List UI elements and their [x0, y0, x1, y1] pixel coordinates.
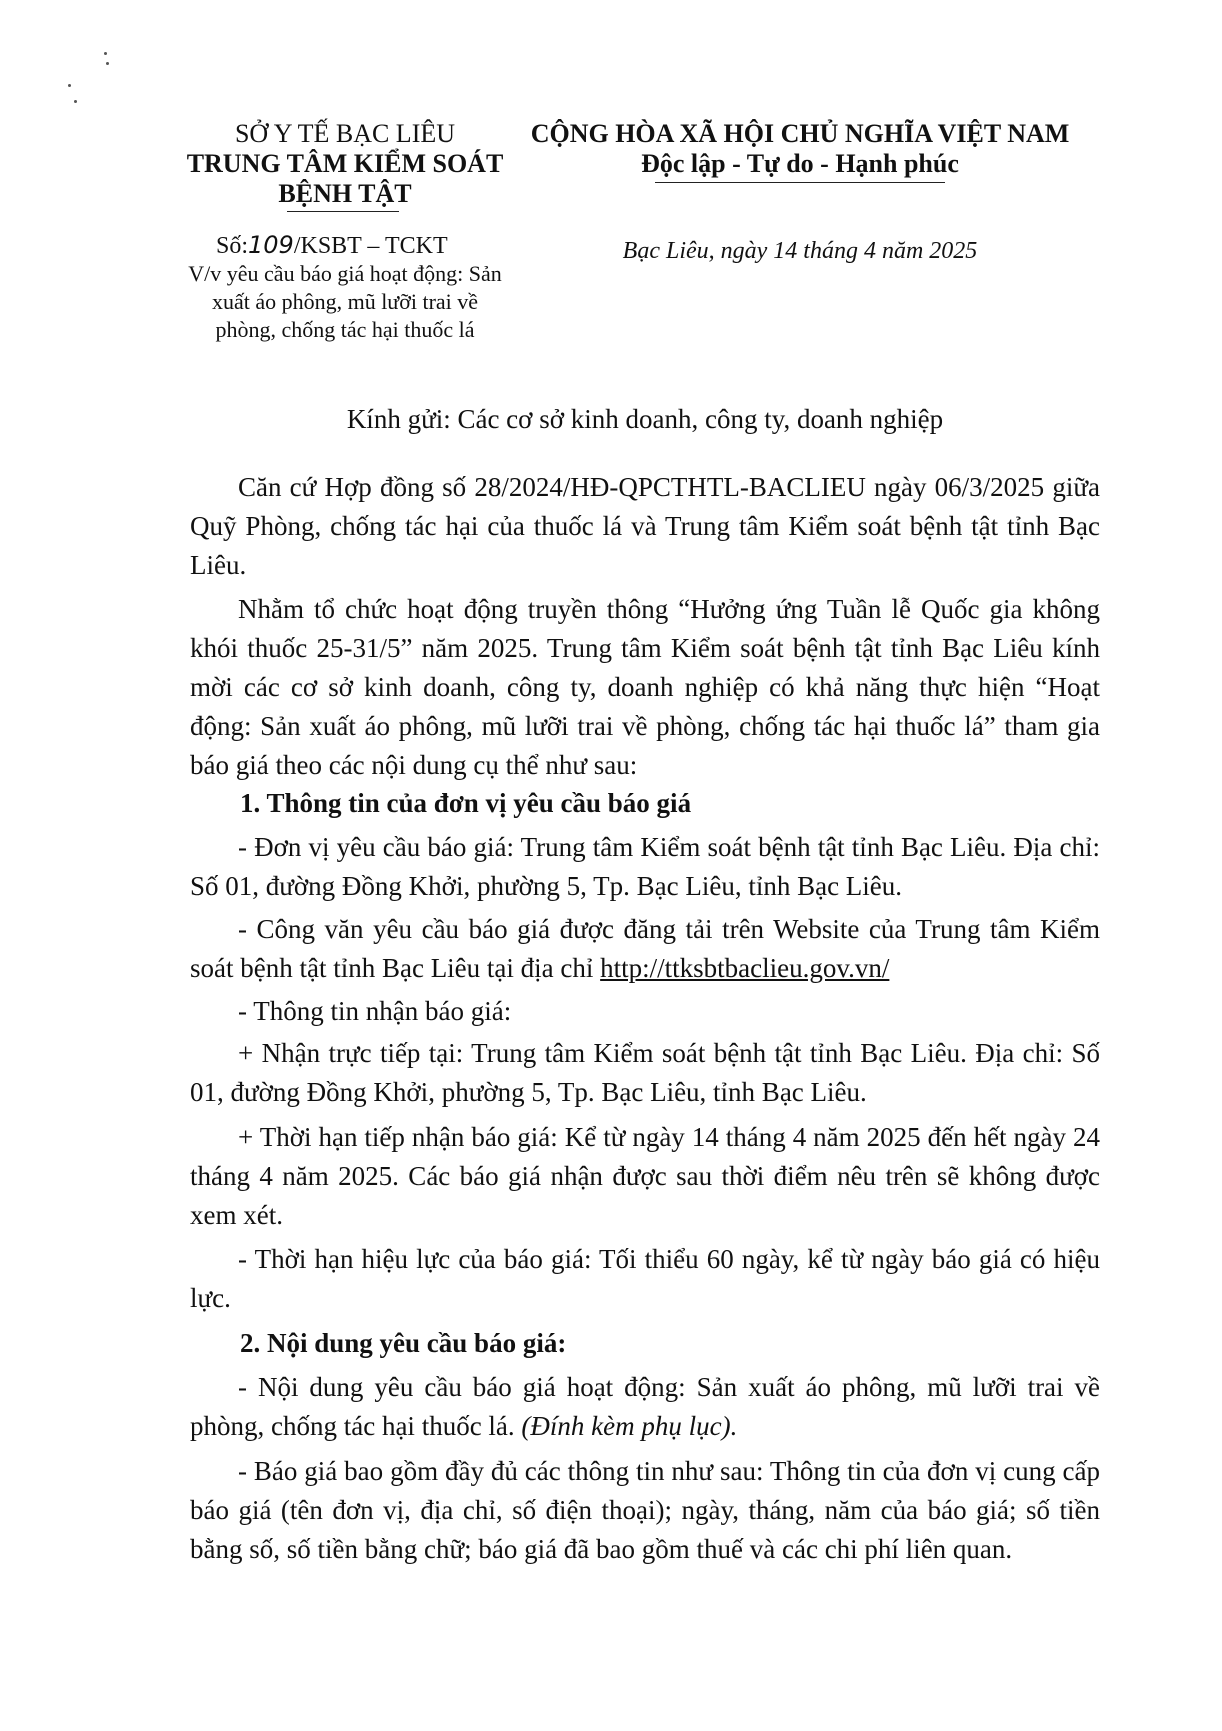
section-heading-1: 1. Thông tin của đơn vị yêu cầu báo giá — [240, 788, 692, 818]
paragraph-requesting-unit: - Đơn vị yêu cầu báo giá: Trung tâm Kiểm soát bệnh tật tỉnh Bạc Liêu. Địa chỉ: Số 01, đường Đồng Khởi, phường 5, Tp. Bạc Liêu, tỉnh Bạc Liêu. — [190, 832, 1100, 901]
agency-name-line2: BỆNH TẬT — [278, 179, 412, 208]
agency-parent: SỞ Y TẾ BẠC LIÊU — [234, 119, 456, 148]
scan-speck — [106, 62, 109, 65]
paragraph-invitation: Nhằm tổ chức hoạt động truyền thông “Hưởng ứng Tuần lễ Quốc gia không khói thuốc 25-31/5” năm 2025. Trung tâm Kiểm soát bệnh tật tỉnh Bạc Liêu kính mời các cơ sở kinh doanh, công ty, doanh nghiệp có khả năng thực hiện “Hoạt động: Sản xuất áo phông, mũ lưỡi trai về phòng, chống tác hại thuốc lá” tham gia báo giá theo các nội dung cụ thể như sau: — [190, 594, 1100, 780]
website-text: - Công văn yêu cầu báo giá được đăng tải trên Website của Trung tâm Kiểm soát bệnh tật tỉnh Bạc Liêu tại địa chỉ — [190, 914, 1100, 983]
section-heading-2: 2. Nội dung yêu cầu báo giá: — [240, 1328, 567, 1358]
website-link[interactable]: http://ttksbtbaclieu.gov.vn/ — [600, 953, 890, 983]
subject-line1: V/v yêu cầu báo giá hoạt động: Sản — [188, 261, 502, 286]
request-content-attachment: (Đính kèm phụ lục). — [521, 1411, 738, 1441]
paragraph-direct-receipt: + Nhận trực tiếp tại: Trung tâm Kiểm soát bệnh tật tỉnh Bạc Liêu. Địa chỉ: Số 01, đường Đồng Khởi, phường 5, Tp. Bạc Liêu, tỉnh Bạc Liêu. — [190, 1038, 1100, 1107]
agency-name-line1: TRUNG TÂM KIỂM SOÁT — [186, 149, 504, 178]
national-motto: Độc lập - Tự do - Hạnh phúc — [641, 149, 959, 178]
document-number — [216, 230, 448, 261]
place-date: Bạc Liêu, ngày 14 tháng 4 năm 2025 — [622, 238, 978, 264]
agency-underline — [287, 211, 399, 212]
scan-speck — [68, 84, 71, 87]
request-content-text: - Nội dung yêu cầu báo giá hoạt động: Sản xuất áo phông, mũ lưỡi trai về phòng, chống tác hại thuốc lá. — [190, 1372, 1100, 1441]
recipient-line: Kính gửi: Các cơ sở kinh doanh, công ty, doanh nghiệp — [346, 404, 944, 434]
number-handwritten: 109 — [248, 231, 294, 259]
number-suffix: /KSBT – TCKT — [293, 233, 448, 259]
scan-speck — [74, 100, 77, 103]
scan-speck — [104, 52, 107, 55]
paragraph-validity: - Thời hạn hiệu lực của báo giá: Tối thiểu 60 ngày, kể từ ngày báo giá có hiệu lực. — [190, 1244, 1100, 1313]
number-prefix: Số: — [216, 233, 249, 259]
paragraph-website — [190, 910, 1100, 988]
subject-line2: xuất áo phông, mũ lưỡi trai về — [211, 289, 479, 314]
paragraph-receiving-info: - Thông tin nhận báo giá: — [238, 996, 512, 1026]
motto-underline — [655, 182, 945, 183]
paragraph-request-content — [190, 1368, 1100, 1446]
subject-line3: phòng, chống tác hại thuốc lá — [215, 317, 475, 342]
paragraph-quote-requirements: - Báo giá bao gồm đầy đủ các thông tin như sau: Thông tin của đơn vị cung cấp báo giá (tên đơn vị, địa chỉ, số điện thoại); ngày, tháng, năm của báo giá; số tiền bằng số, số tiền bằng chữ; báo giá đã bao gồm thuế và các chi phí liên quan. — [190, 1456, 1100, 1564]
country-name: CỘNG HÒA XÃ HỘI CHỦ NGHĨA VIỆT NAM — [530, 119, 1070, 148]
paragraph-deadline: + Thời hạn tiếp nhận báo giá: Kể từ ngày 14 tháng 4 năm 2025 đến hết ngày 24 tháng 4 năm 2025. Các báo giá nhận được sau thời điểm nêu trên sẽ không được xem xét. — [190, 1122, 1100, 1230]
paragraph-legal-basis: Căn cứ Hợp đồng số 28/2024/HĐ-QPCTHTL-BACLIEU ngày 06/3/2025 giữa Quỹ Phòng, chống tác hại của thuốc lá và Trung tâm Kiểm soát bệnh tật tỉnh Bạc Liêu. — [190, 472, 1100, 580]
